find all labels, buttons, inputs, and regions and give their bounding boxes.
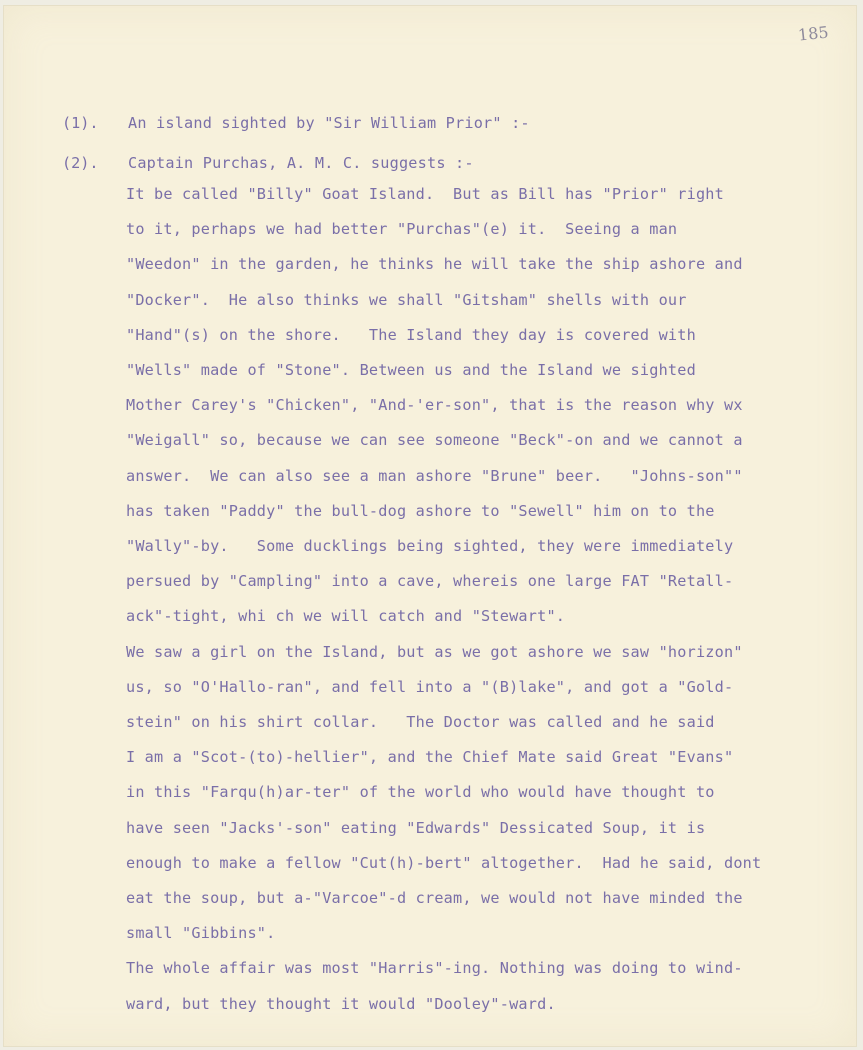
text-line: It be called "Billy" Goat Island. But as Bill has "Prior" right <box>126 185 724 203</box>
text-line: answer. We can also see a man ashore "Brune" beer. "Johns-son"" <box>126 466 743 485</box>
text-line: I am a "Scot-(to)-hellier", and the Chief Mate said Great "Evans" <box>126 748 734 767</box>
text-line: "Wells" made of "Stone". Between us and the Island we sighted <box>126 361 696 379</box>
text-line: stein" on his shirt collar. The Doctor was called and he said <box>126 713 715 731</box>
item-text: An island sighted by "Sir William Prior" :- <box>128 114 530 132</box>
text-line: ward, but they thought it would "Dooley"-ward. <box>126 994 556 1013</box>
text-line: small "Gibbins". <box>126 924 276 943</box>
page-number: 185 <box>797 22 830 45</box>
text-line: "Hand"(s) on the shore. The Island they day is covered with <box>126 325 696 344</box>
item-number: (1). <box>62 114 99 132</box>
text-line: We saw a girl on the Island, but as we got ashore we saw "horizon" <box>126 642 743 661</box>
item-number: (2). <box>62 154 99 172</box>
text-line: "Wally"-by. Some ducklings being sighted, they were immediately <box>126 537 734 555</box>
text-line: "Weigall" so, because we can see someone "Beck"-on and we cannot a <box>126 431 743 450</box>
text-line: us, so "O'Hallo-ran", and fell into a "(B)lake", and got a "Gold- <box>126 677 734 696</box>
text-line: to it, perhaps we had better "Purchas"(e) it. Seeing a man <box>126 220 678 239</box>
text-line: enough to make a fellow "Cut(h)-bert" altogether. Had he said, dont <box>126 853 762 872</box>
document-page <box>4 6 856 1046</box>
text-line: Mother Carey's "Chicken", "And-'er-son", that is the reason why wx <box>126 396 743 415</box>
text-line: ack"-tight, whi ch we will catch and "Stewart". <box>126 607 566 626</box>
text-line: in this "Farqu(h)ar-ter" of the world who would have thought to <box>126 783 715 802</box>
text-line: eat the soup, but a-"Varcoe"-d cream, we would not have minded the <box>126 889 743 907</box>
text-line: "Docker". He also thinks we shall "Gitsham" shells with our <box>126 290 687 309</box>
text-line: persued by "Campling" into a cave, whereis one large FAT "Retall- <box>126 572 734 591</box>
text-line: "Weedon" in the garden, he thinks he will take the ship ashore and <box>126 255 743 274</box>
text-line: The whole affair was most "Harris"-ing. Nothing was doing to wind- <box>126 959 743 978</box>
text-line: has taken "Paddy" the bull-dog ashore to "Sewell" him on to the <box>126 501 715 520</box>
item-text: Captain Purchas, A. M. C. suggests :- <box>128 154 474 172</box>
text-line: have seen "Jacks'-son" eating "Edwards" Dessicated Soup, it is <box>126 818 706 837</box>
